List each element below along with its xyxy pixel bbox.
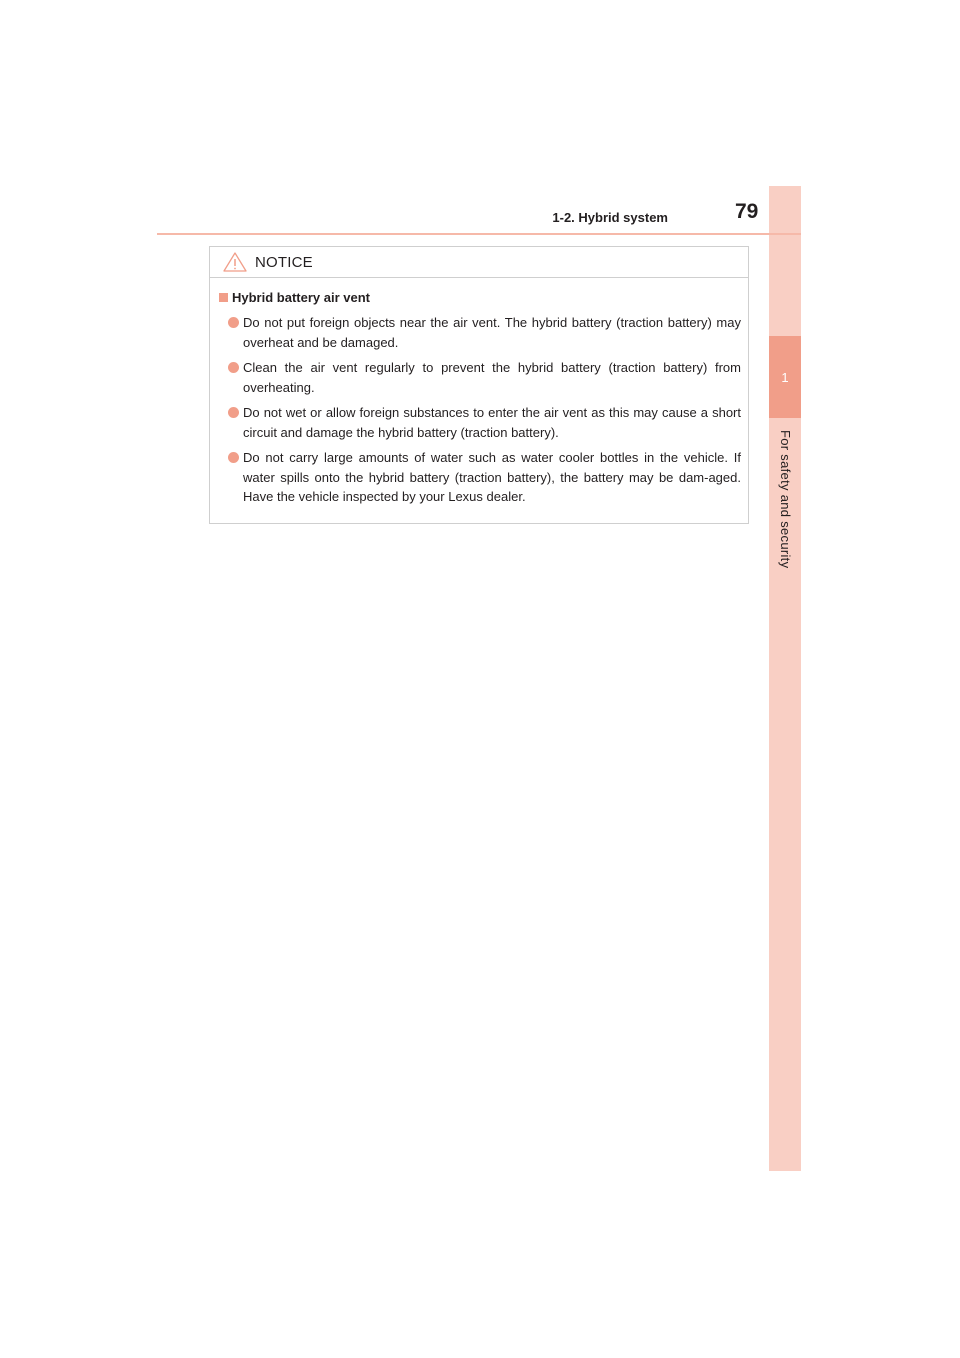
notice-body <box>210 278 748 507</box>
list-item-text: Clean the air vent regularly to prevent the hybrid battery (traction battery) from overheating. <box>243 360 741 395</box>
circle-bullet-icon <box>228 362 239 373</box>
circle-bullet-icon <box>228 317 239 328</box>
list-item-text: Do not put foreign objects near the air vent. The hybrid battery (traction battery) may overheat and be damaged. <box>243 315 741 350</box>
notice-heading-text: Hybrid battery air vent <box>232 290 370 305</box>
list-item <box>219 358 741 397</box>
list-item <box>219 403 741 442</box>
chapter-side-tab <box>769 186 801 1171</box>
list-item <box>219 448 741 507</box>
list-item-text: Do not carry large amounts of water such as water cooler bottles in the vehicle. If water spills onto the hybrid battery (traction battery), the battery may be dam-aged. Have the vehicle inspected by your Lexus dealer. <box>243 450 741 504</box>
circle-bullet-icon <box>228 407 239 418</box>
list-item <box>219 313 741 352</box>
square-bullet-icon <box>219 293 228 302</box>
header-rule <box>157 233 801 235</box>
section-title: 1-2. Hybrid system <box>552 210 668 225</box>
notice-title: NOTICE <box>255 253 313 271</box>
notice-box <box>209 246 749 524</box>
chapter-label: For safety and security <box>778 430 793 569</box>
circle-bullet-icon <box>228 452 239 463</box>
warning-triangle-icon <box>223 252 247 272</box>
chapter-number-tab <box>769 336 801 418</box>
list-item-text: Do not wet or allow foreign substances to enter the air vent as this may cause a short circuit and damage the hybrid battery (traction battery). <box>243 405 741 440</box>
notice-heading <box>219 290 741 305</box>
chapter-number: 1 <box>781 369 789 385</box>
page-number: 79 <box>735 200 759 223</box>
notice-header <box>210 247 748 278</box>
